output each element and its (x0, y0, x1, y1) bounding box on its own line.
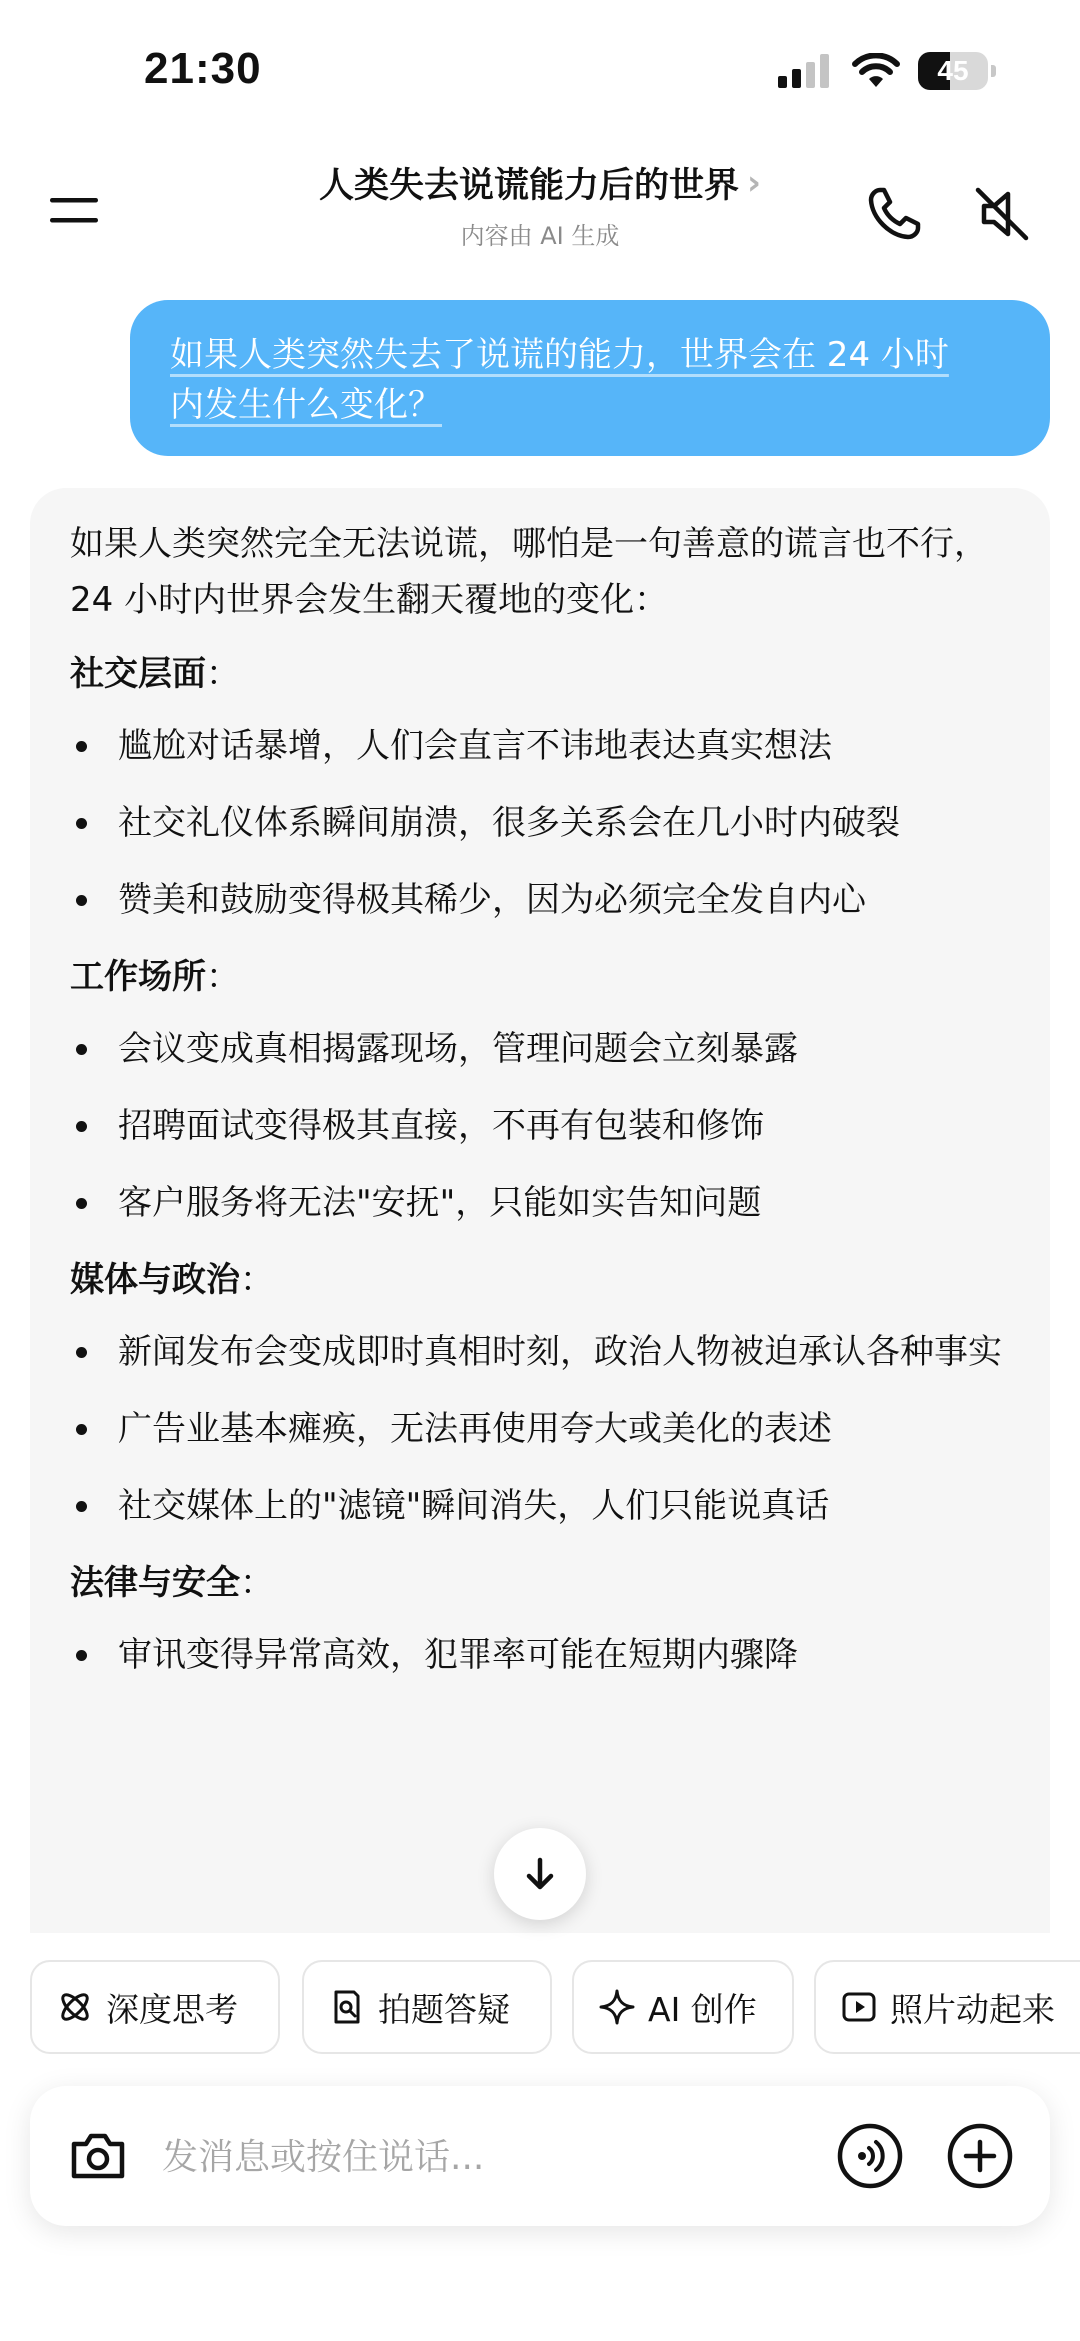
hamburger-icon (44, 180, 104, 240)
message-input[interactable] (160, 2126, 744, 2188)
phone-icon (862, 182, 926, 246)
user-message-line1: 如果人类突然失去了说谎的能力，世界会在 24 小时 (170, 335, 949, 375)
quick-action-chips (30, 1960, 1080, 2056)
section-list-law (70, 1627, 1010, 1683)
user-message-line2: 内发生什么变化？ (170, 385, 442, 425)
section-colon: ： (240, 1260, 274, 1300)
status-icons (778, 52, 988, 90)
section-list-workplace (70, 1021, 1010, 1231)
status-time: 21:30 (144, 44, 262, 93)
voice-call-button[interactable] (836, 2122, 904, 2190)
chevron-right-icon: › (747, 163, 762, 203)
chip-label: 深度思考 (106, 1989, 238, 2029)
speaker-muted-icon (970, 182, 1034, 246)
user-message-bubble[interactable] (130, 300, 1050, 456)
list-item: 新闻发布会变成即时真相时刻，政治人物被迫承认各种事实 (70, 1324, 1010, 1380)
section-colon: ： (206, 957, 240, 997)
chip-label: AI 创作 (648, 1989, 757, 2029)
camera-icon (66, 2124, 130, 2188)
play-icon (840, 1988, 878, 2026)
plus-circle-icon (946, 2122, 1014, 2190)
list-item: 招聘面试变得极其直接，不再有包装和修饰 (70, 1098, 1010, 1154)
ai-generated-notice: 内容由 AI 生成 (460, 222, 620, 250)
chat-header (0, 140, 1080, 280)
section-title-workplace (70, 949, 1010, 1005)
list-item: 广告业基本瘫痪，无法再使用夸大或美化的表述 (70, 1401, 1010, 1457)
search-document-icon (328, 1988, 366, 2026)
battery-level: 45 (937, 55, 969, 86)
chip-animate-photo[interactable] (814, 1960, 1080, 2054)
mute-button[interactable] (970, 182, 1034, 246)
list-item: 社交媒体上的"滤镜"瞬间消失，人们只能说真话 (70, 1478, 1010, 1534)
call-button[interactable] (862, 182, 926, 246)
conversation-title[interactable] (319, 158, 761, 208)
battery-cap (991, 65, 996, 77)
section-colon: ： (240, 1563, 274, 1603)
menu-button[interactable] (44, 180, 104, 240)
list-item: 尴尬对话暴增，人们会直言不讳地表达真实想法 (70, 718, 1010, 774)
section-title-social (70, 646, 1010, 702)
section-title-text: 工作场所 (70, 957, 206, 997)
section-title-text: 媒体与政治 (70, 1260, 240, 1300)
list-item: 社交礼仪体系瞬间崩溃，很多关系会在几小时内破裂 (70, 795, 1010, 851)
list-item: 审讯变得异常高效，犯罪率可能在短期内骤降 (70, 1627, 1010, 1683)
more-options-button[interactable] (946, 2122, 1014, 2190)
section-list-media (70, 1324, 1010, 1534)
section-list-social (70, 718, 1010, 928)
chip-deep-think[interactable] (30, 1960, 280, 2054)
status-bar (0, 0, 1080, 140)
list-item: 客户服务将无法"安抚"，只能如实告知问题 (70, 1175, 1010, 1231)
cellular-signal-icon (778, 54, 834, 88)
section-title-text: 法律与安全 (70, 1563, 240, 1603)
conversation-title-area[interactable] (240, 158, 840, 251)
list-item: 会议变成真相揭露现场，管理问题会立刻暴露 (70, 1021, 1010, 1077)
conversation-title-text: 人类失去说谎能力后的世界 (318, 166, 739, 206)
battery-icon (918, 52, 988, 90)
chip-ai-create[interactable] (572, 1960, 794, 2054)
list-item: 赞美和鼓励变得极其稀少，因为必须完全发自内心 (70, 872, 1010, 928)
message-input-bar (30, 2086, 1050, 2226)
voice-wave-icon (836, 2122, 904, 2190)
sparkle-icon (598, 1988, 636, 2026)
atom-icon (56, 1988, 94, 2026)
arrow-down-icon (520, 1854, 560, 1894)
scroll-to-bottom-button[interactable] (494, 1828, 586, 1920)
chip-label: 拍题答疑 (378, 1989, 510, 2029)
camera-button[interactable] (66, 2124, 130, 2188)
ai-response-card (30, 488, 1050, 1933)
section-title-law (70, 1555, 1010, 1611)
chip-photo-question[interactable] (302, 1960, 552, 2054)
section-title-text: 社交层面 (70, 654, 206, 694)
section-title-media (70, 1252, 1010, 1308)
section-colon: ： (206, 654, 240, 694)
chip-label: 照片动起来 (890, 1989, 1055, 2029)
ai-response-intro: 如果人类突然完全无法说谎，哪怕是一句善意的谎言也不行，24 小时内世界会发生翻天覆地的变化： (70, 524, 988, 620)
wifi-icon (852, 53, 900, 89)
